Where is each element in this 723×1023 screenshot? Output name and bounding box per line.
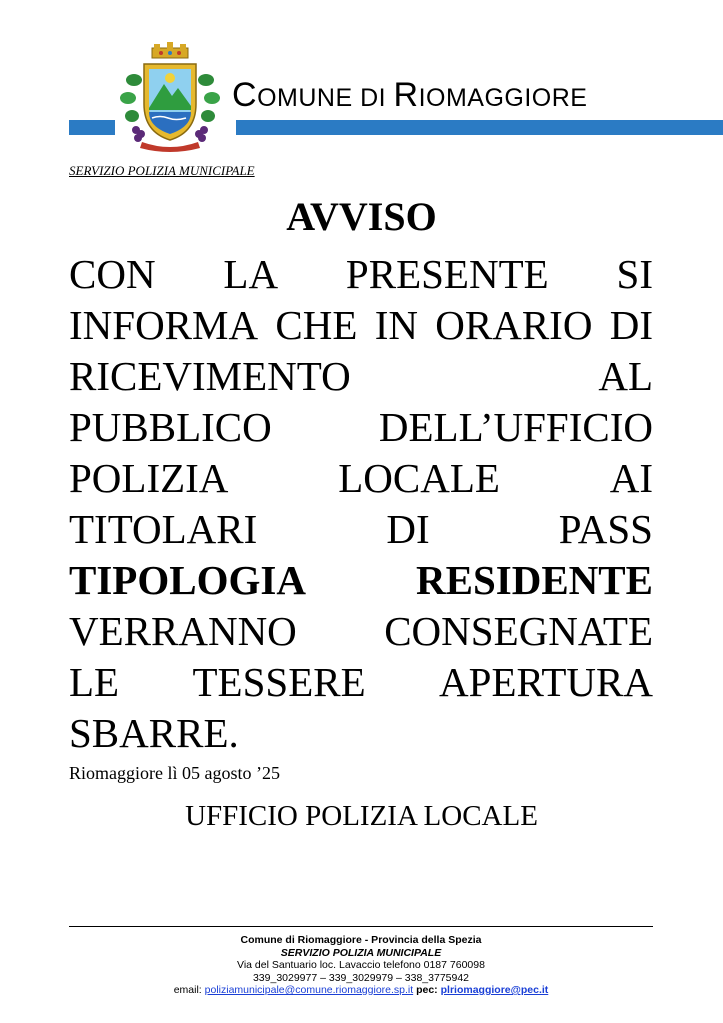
footer <box>69 934 653 997</box>
notice-word: TESSERE <box>192 659 366 705</box>
notice-line <box>69 555 653 606</box>
title-initial-c: C <box>232 76 258 114</box>
service-label: SERVIZIO POLIZIA MUNICIPALE <box>69 163 255 178</box>
title-word-comune-di: OMUNE DI <box>257 84 387 112</box>
notice-word: LE <box>69 659 120 705</box>
notice-word: PASS <box>558 506 653 552</box>
date-line: Riomaggiore lì 05 agosto ’25 <box>69 763 280 783</box>
notice-word: INFORMA <box>69 302 259 348</box>
footer-divider <box>69 926 653 927</box>
notice-word: POLIZIA <box>69 455 229 501</box>
notice-line <box>69 249 653 300</box>
notice-line <box>69 351 653 402</box>
notice-body <box>69 249 653 759</box>
notice-line <box>69 402 653 453</box>
header-rule-right <box>236 120 723 135</box>
notice-line <box>69 300 653 351</box>
notice-word: CON <box>69 251 156 297</box>
notice-word: TIPOLOGIA <box>69 557 306 603</box>
email-label: email: <box>173 984 202 996</box>
notice-word: DI <box>609 302 653 348</box>
notice-line <box>69 453 653 504</box>
notice-word: RESIDENTE <box>416 557 653 603</box>
notice-word: CHE <box>275 302 358 348</box>
notice-word: SI <box>616 251 653 297</box>
notice-word: APERTURA <box>439 659 653 705</box>
title-initial-r: R <box>393 76 419 114</box>
footer-address: Via del Santuario loc. Lavaccio telefono 0187 760098 <box>237 959 485 971</box>
notice-word: LA <box>223 251 279 297</box>
notice-word: VERRANNO <box>69 608 297 654</box>
notice-word: DELL’UFFICIO <box>378 404 653 450</box>
title-word-riomaggiore: IOMAGGIORE <box>418 84 588 112</box>
notice-line <box>69 657 653 708</box>
signature-office: UFFICIO POLIZIA LOCALE <box>185 800 538 832</box>
municipality-title <box>232 76 587 115</box>
notice-word: ORARIO <box>435 302 593 348</box>
pec-link[interactable]: plriomaggiore@pec.it <box>440 984 549 996</box>
notice-line <box>69 708 653 759</box>
notice-line <box>69 606 653 657</box>
email-link[interactable]: poliziamunicipale@comune.riomaggiore.sp.it <box>204 984 414 996</box>
footer-phones: 339_3029977 – 339_3029979 – 338_3775942 <box>252 971 470 984</box>
notice-line <box>69 504 653 555</box>
notice-word: DI <box>386 506 430 552</box>
notice-word: PRESENTE <box>345 251 549 297</box>
notice-word: TITOLARI <box>69 506 258 552</box>
notice-word: CONSEGNATE <box>384 608 653 654</box>
notice-heading: AVVISO <box>286 194 437 239</box>
notice-word: SBARRE. <box>69 710 239 756</box>
town-coat-of-arms-icon <box>114 42 226 154</box>
footer-municipality: Comune di Riomaggiore - Provincia della Spezia <box>240 934 482 946</box>
notice-word: AL <box>598 353 653 399</box>
header-rule-left <box>69 120 115 135</box>
notice-word: PUBBLICO <box>69 404 272 450</box>
notice-word: LOCALE <box>338 455 500 501</box>
pec-label: pec: <box>416 984 438 996</box>
footer-service: SERVIZIO POLIZIA MUNICIPALE <box>280 946 442 959</box>
footer-contacts <box>69 984 653 997</box>
notice-word: AI <box>609 455 653 501</box>
notice-word: RICEVIMENTO <box>69 353 351 399</box>
notice-word: IN <box>374 302 418 348</box>
